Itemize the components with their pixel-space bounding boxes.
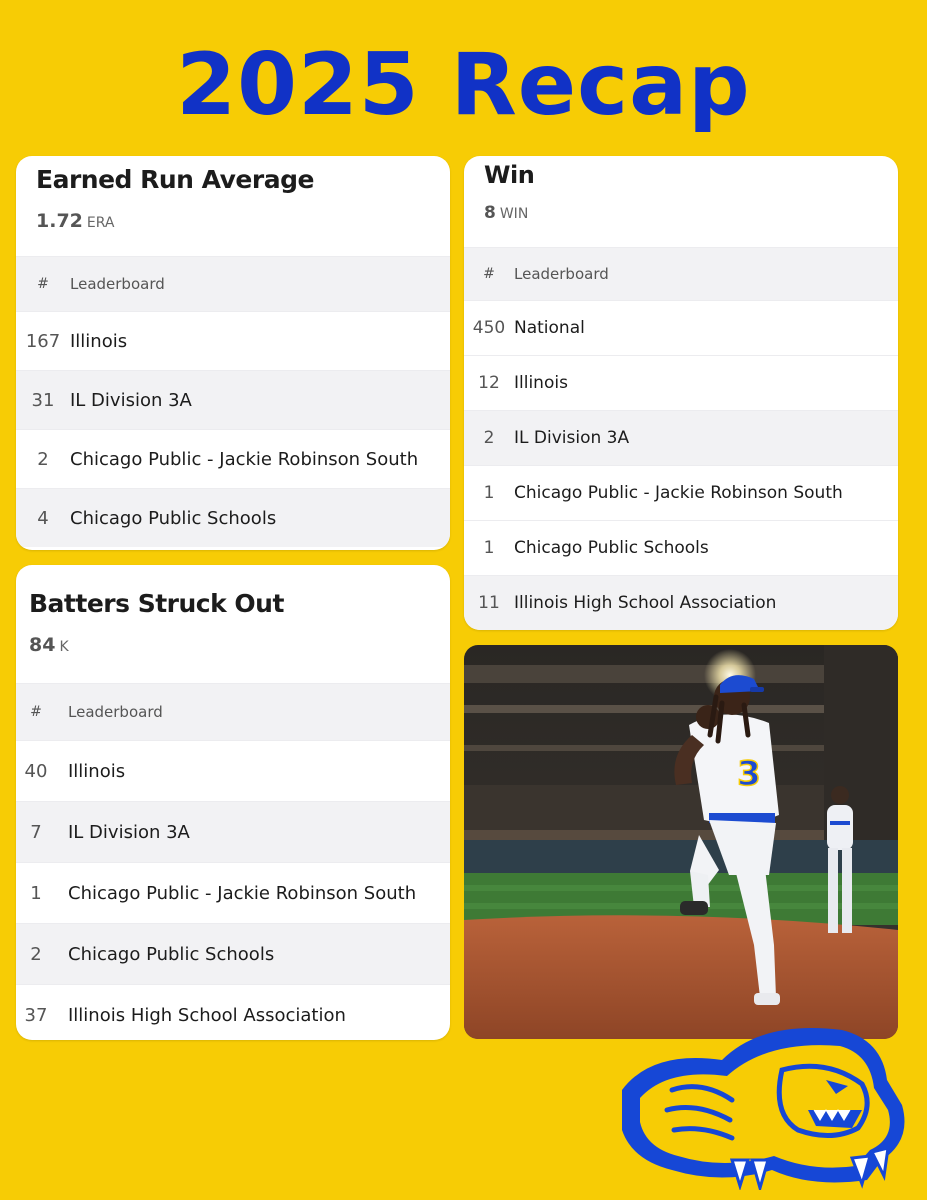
row-name: IL Division 3A (514, 428, 630, 448)
row-rank: 2 (37, 448, 49, 470)
table-row (16, 311, 450, 370)
win-table-header (464, 247, 898, 300)
strikeouts-card-title: Batters Struck Out (29, 589, 284, 618)
era-card-title: Earned Run Average (36, 165, 314, 194)
rank-column-header: # (37, 276, 49, 292)
table-row (16, 923, 450, 984)
row-rank: 1 (483, 538, 495, 558)
era-table-header (16, 256, 450, 311)
pitcher-photo (464, 645, 898, 1039)
row-rank: 4 (37, 507, 49, 529)
row-name: IL Division 3A (68, 821, 190, 843)
table-row (16, 801, 450, 862)
row-rank: 7 (30, 821, 42, 843)
leaderboard-column-header: Leaderboard (514, 265, 609, 283)
table-row (16, 984, 450, 1040)
page-title: 2025 Recap (176, 35, 751, 135)
row-rank: 37 (24, 1004, 48, 1026)
strikeouts-card (16, 565, 450, 1040)
bulldog-mascot-icon (612, 1010, 912, 1190)
table-row (464, 300, 898, 355)
table-row (16, 370, 450, 429)
table-row (464, 575, 898, 630)
row-name: Chicago Public Schools (68, 943, 275, 965)
strikeouts-stat (29, 634, 430, 656)
win-stat-value: 8 (484, 203, 496, 223)
row-name: Illinois (68, 760, 126, 782)
strikeouts-card-header (16, 565, 450, 683)
row-name: Chicago Public Schools (514, 538, 709, 558)
era-stat-value: 1.72 (36, 210, 83, 232)
row-name: National (514, 318, 585, 338)
table-row (16, 862, 450, 923)
row-rank: 167 (25, 330, 61, 352)
rank-column-header: # (30, 704, 42, 720)
row-name: Illinois High School Association (514, 593, 777, 613)
row-name: Illinois (70, 330, 128, 352)
leaderboard-column-header: Leaderboard (68, 703, 163, 721)
row-rank: 1 (483, 483, 495, 503)
table-row (464, 520, 898, 575)
row-name: Illinois (514, 373, 568, 393)
rank-column-header: # (483, 266, 495, 282)
win-card (464, 156, 898, 630)
row-rank: 11 (478, 593, 500, 613)
win-card-header (464, 156, 898, 247)
era-card-header (16, 156, 450, 256)
row-rank: 12 (478, 373, 500, 393)
strikeouts-stat-value: 84 (29, 634, 56, 656)
table-row (16, 488, 450, 547)
era-card (16, 156, 450, 550)
row-name: Chicago Public - Jackie Robinson South (68, 882, 417, 904)
win-stat (484, 203, 878, 223)
strikeouts-table-header (16, 683, 450, 740)
era-stat-unit: ERA (86, 215, 115, 231)
row-name: Chicago Public - Jackie Robinson South (70, 448, 419, 470)
row-rank: 40 (24, 760, 48, 782)
row-name: Chicago Public Schools (70, 507, 277, 529)
jersey-number: 3 (737, 754, 761, 794)
table-row (16, 429, 450, 488)
win-stat-unit: WIN (499, 206, 529, 222)
leaderboard-column-header: Leaderboard (70, 275, 165, 293)
pitcher-illustration (464, 645, 898, 1039)
row-name: Illinois High School Association (68, 1004, 346, 1026)
era-stat (36, 210, 430, 232)
table-row (464, 465, 898, 520)
table-row (464, 355, 898, 410)
table-row (16, 740, 450, 801)
strikeouts-stat-unit: K (59, 639, 69, 655)
row-rank: 2 (30, 943, 42, 965)
row-rank: 2 (483, 428, 495, 448)
row-rank: 31 (31, 389, 55, 411)
row-rank: 450 (472, 318, 506, 338)
row-rank: 1 (30, 882, 42, 904)
row-name: IL Division 3A (70, 389, 192, 411)
table-row (464, 410, 898, 465)
win-card-title: Win (484, 161, 535, 189)
row-name: Chicago Public - Jackie Robinson South (514, 483, 843, 503)
